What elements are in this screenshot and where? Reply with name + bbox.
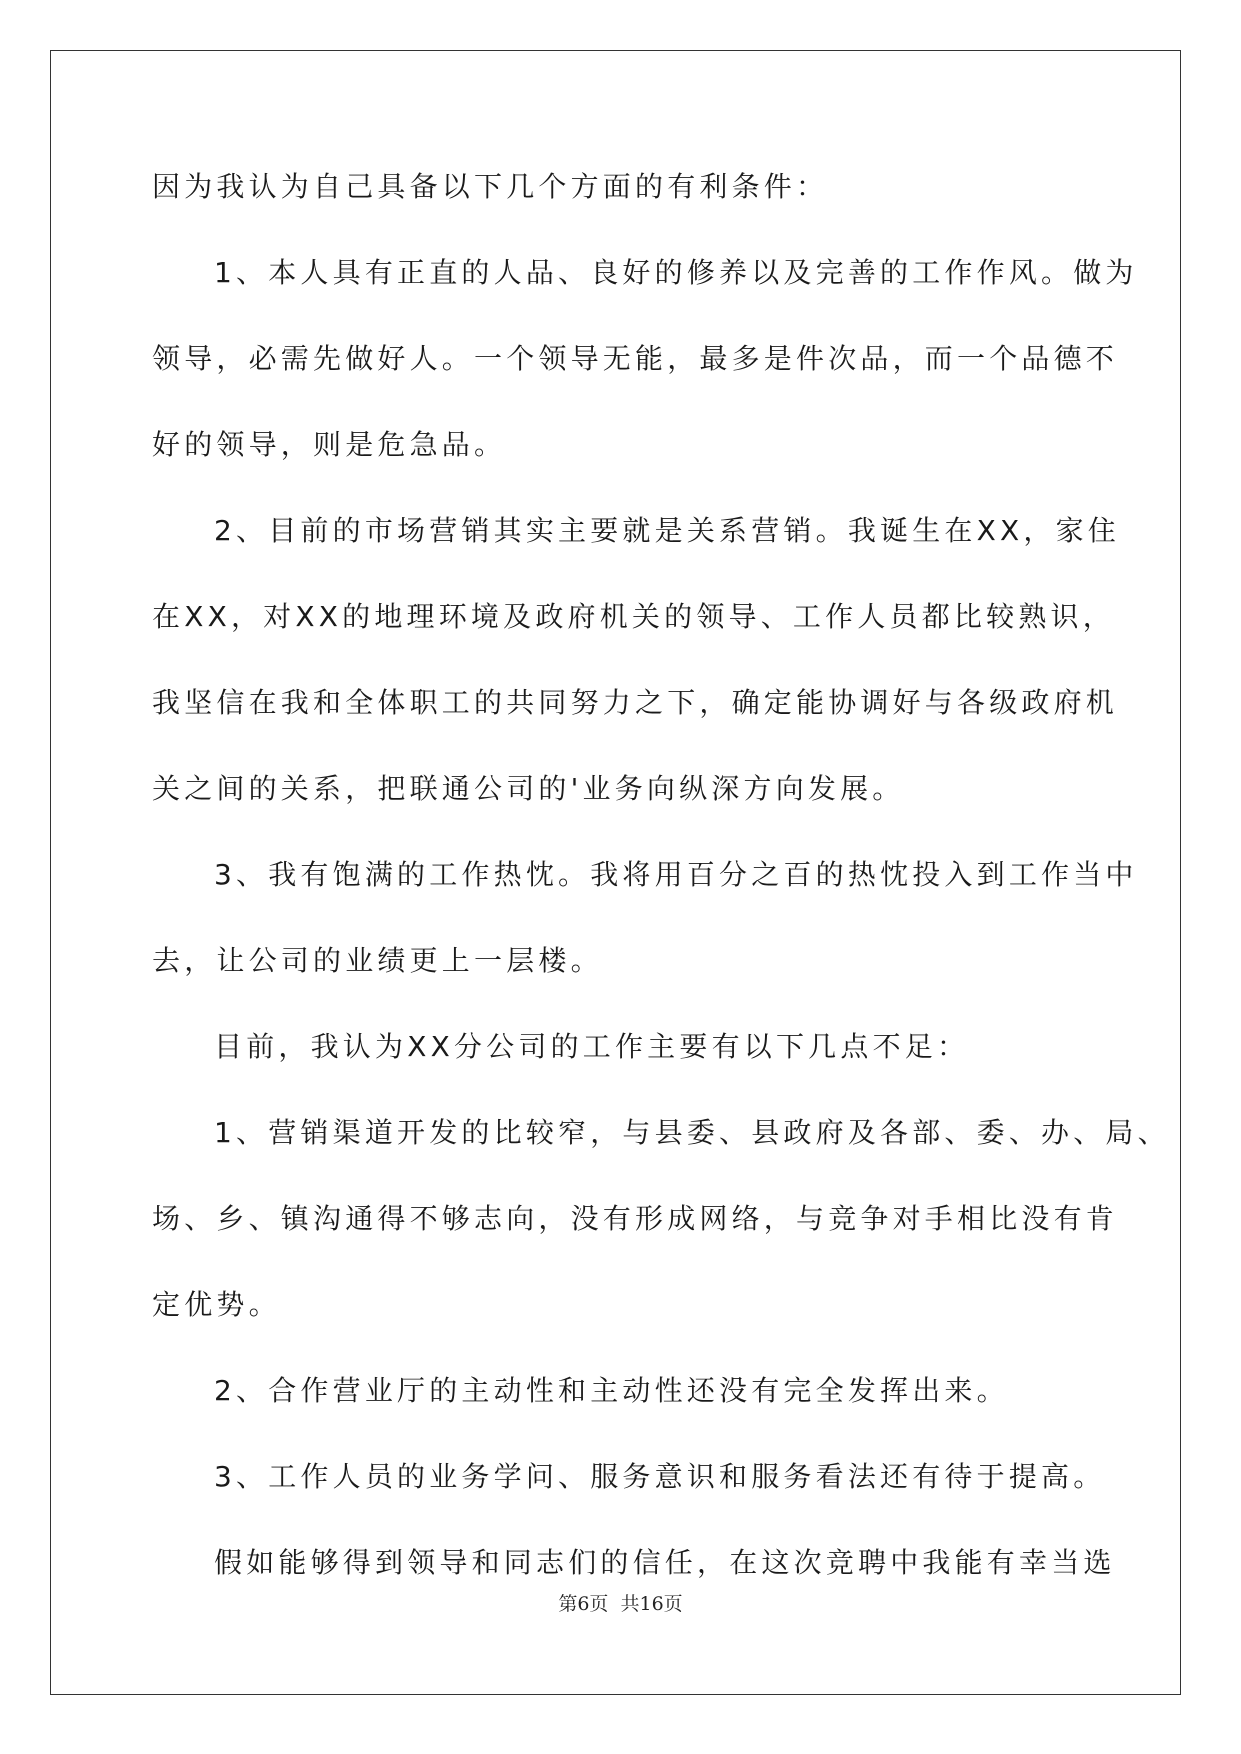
text-line: 关之间的关系，把联通公司的'业务向纵深方向发展。 bbox=[152, 772, 905, 805]
text-line: 在XX，对XX的地理环境及政府机关的领导、工作人员都比较熟识， bbox=[152, 600, 1115, 633]
document-body bbox=[152, 162, 1170, 1624]
text-line: 场、乡、镇沟通得不够志向，没有形成网络，与竞争对手相比没有肯 bbox=[152, 1202, 1119, 1235]
text-line: 3、工作人员的业务学问、服务意识和服务看法还有待于提高。 bbox=[214, 1460, 1106, 1493]
text-line: 1、本人具有正直的人品、良好的修养以及完善的工作作风。做为 bbox=[214, 256, 1138, 289]
text-line: 定优势。 bbox=[152, 1288, 281, 1321]
text-line: 1、营销渠道开发的比较窄，与县委、县政府及各部、委、办、局、 bbox=[214, 1116, 1170, 1149]
text-line: 目前，我认为XX分公司的工作主要有以下几点不足： bbox=[214, 1030, 970, 1063]
text-line: 2、合作营业厅的主动性和主动性还没有完全发挥出来。 bbox=[214, 1374, 1009, 1407]
page-number: 第6页 共16页 bbox=[558, 1593, 683, 1615]
text-line: 2、目前的市场营销其实主要就是关系营销。我诞生在XX，家住 bbox=[214, 514, 1120, 547]
text-line: 去，让公司的业绩更上一层楼。 bbox=[152, 944, 603, 977]
text-line: 领导，必需先做好人。一个领导无能，最多是件次品，而一个品德不 bbox=[152, 342, 1119, 375]
text-line: 假如能够得到领导和同志们的信任，在这次竞聘中我能有幸当选 bbox=[214, 1546, 1116, 1579]
text-line: 我坚信在我和全体职工的共同努力之下，确定能协调好与各级政府机 bbox=[152, 686, 1119, 719]
text-line: 因为我认为自己具备以下几个方面的有利条件： bbox=[152, 170, 829, 203]
text-line: 3、我有饱满的工作热忱。我将用百分之百的热忱投入到工作当中 bbox=[214, 858, 1138, 891]
text-line: 好的领导，则是危急品。 bbox=[152, 428, 507, 461]
